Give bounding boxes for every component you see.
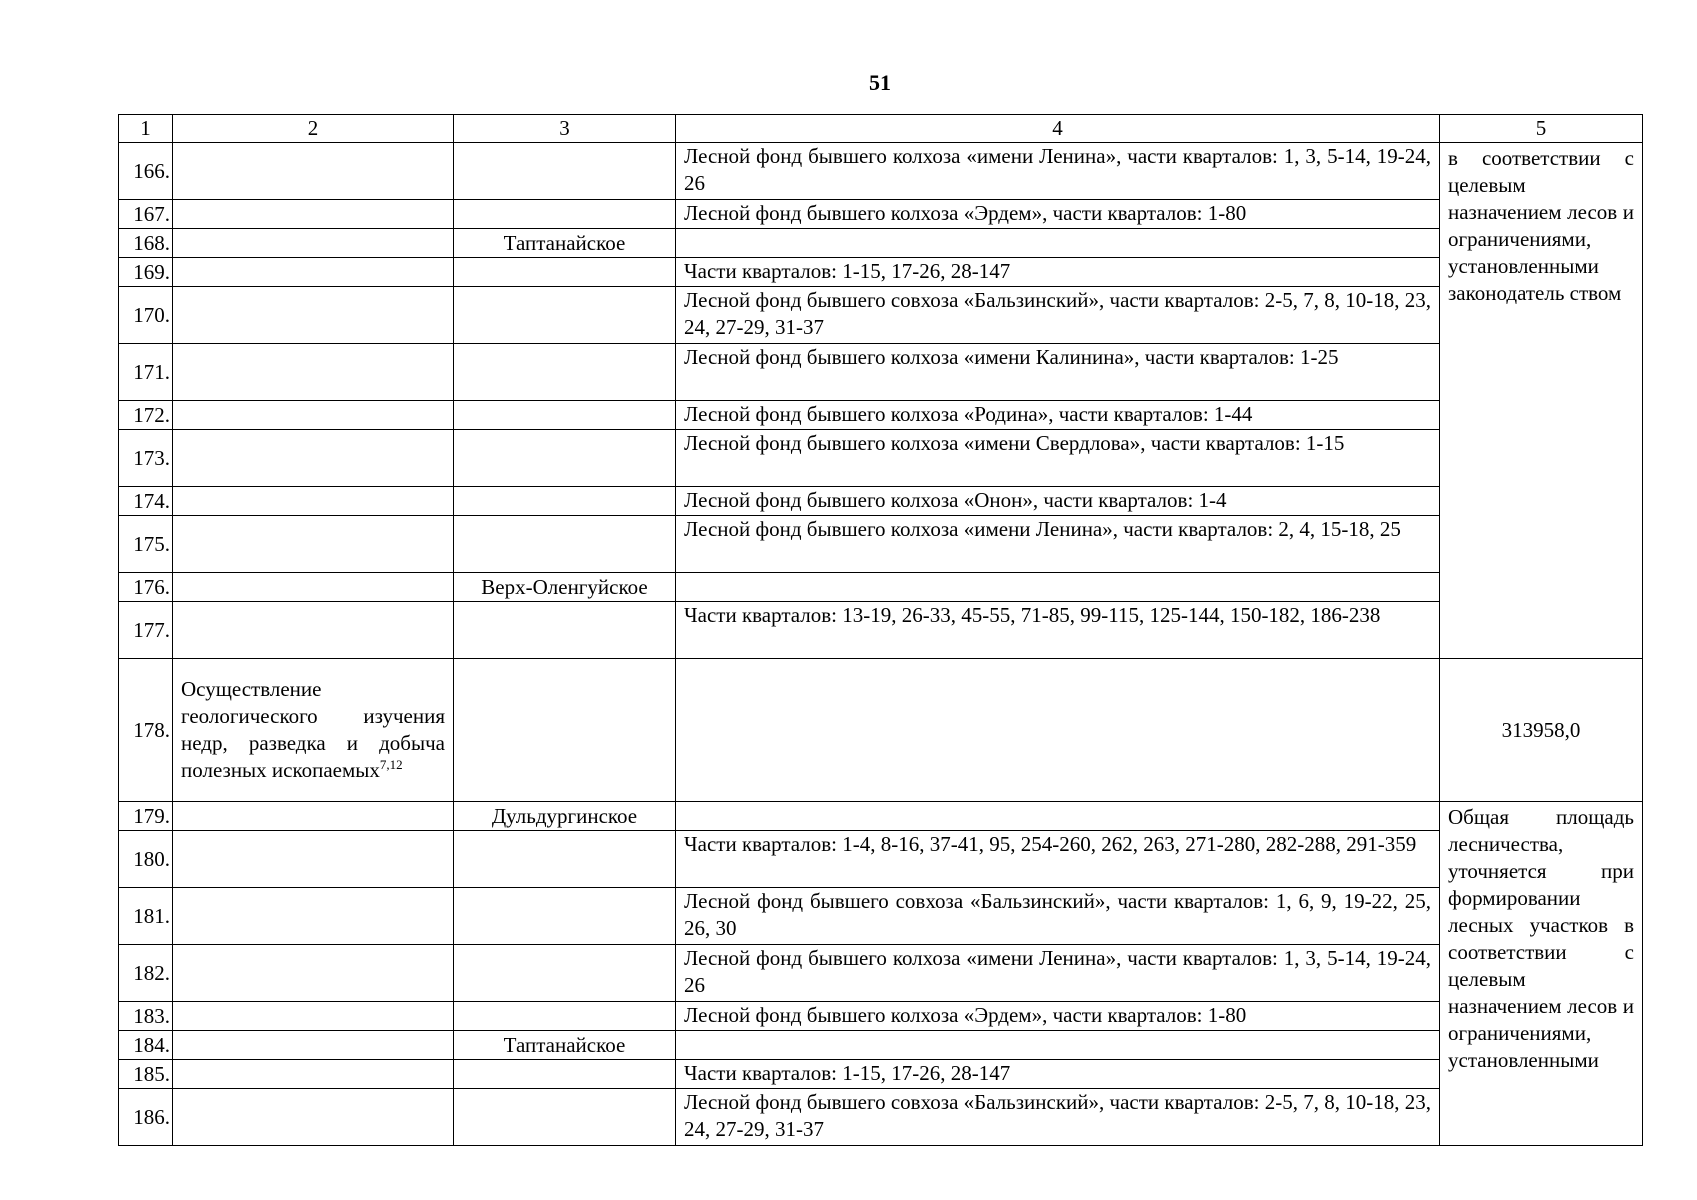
row-number: 174.	[119, 487, 173, 516]
row-number: 169.	[119, 258, 173, 287]
table-row	[119, 258, 1643, 287]
activity-cell	[173, 831, 454, 888]
header-cell-3: 3	[454, 115, 676, 143]
activity-cell	[173, 258, 454, 287]
activity-cell	[173, 1089, 454, 1146]
activity-cell	[173, 487, 454, 516]
quarters-cell	[676, 229, 1440, 258]
row-number: 184.	[119, 1031, 173, 1060]
table-row	[119, 487, 1643, 516]
row-number: 173.	[119, 430, 173, 487]
quarters-cell: Части кварталов: 1-15, 17-26, 28-147	[676, 258, 1440, 287]
activity-cell	[173, 1002, 454, 1031]
table-row	[119, 287, 1643, 344]
quarters-cell: Части кварталов: 1-4, 8-16, 37-41, 95, 254-260, 262, 263, 271-280, 282-288, 291-359	[676, 831, 1440, 888]
activity-cell	[173, 802, 454, 831]
row-number: 175.	[119, 516, 173, 573]
activity-cell	[173, 430, 454, 487]
district-forestry-cell	[454, 602, 676, 659]
table-row	[119, 1031, 1643, 1060]
activity-cell	[173, 945, 454, 1002]
activity-cell	[173, 229, 454, 258]
quarters-cell: Лесной фонд бывшего колхоза «Эрдем», части кварталов: 1-80	[676, 200, 1440, 229]
row-number: 167.	[119, 200, 173, 229]
district-forestry-cell	[454, 143, 676, 200]
district-forestry-cell: Таптанайское	[454, 229, 676, 258]
quarters-cell: Лесной фонд бывшего совхоза «Бальзинский», части кварталов: 2-5, 7, 8, 10-18, 23, 24, 27-29, 31-37	[676, 1089, 1440, 1146]
district-forestry-cell	[454, 401, 676, 430]
quarters-cell: Лесной фонд бывшего колхоза «имени Ленина», части кварталов: 1, 3, 5-14, 19-24, 26	[676, 143, 1440, 200]
activity-cell	[173, 573, 454, 602]
district-forestry-cell	[454, 287, 676, 344]
header-row	[119, 115, 1643, 143]
row-number: 170.	[119, 287, 173, 344]
quarters-cell: Лесной фонд бывшего колхоза «имени Калинина», части кварталов: 1-25	[676, 344, 1440, 401]
row-number: 183.	[119, 1002, 173, 1031]
quarters-cell: Лесной фонд бывшего колхоза «Родина», части кварталов: 1-44	[676, 401, 1440, 430]
row-number: 166.	[119, 143, 173, 200]
row-number: 178.	[119, 659, 173, 802]
table-row	[119, 344, 1643, 401]
table-row	[119, 229, 1643, 258]
quarters-cell: Лесной фонд бывшего колхоза «имени Ленина», части кварталов: 2, 4, 15-18, 25	[676, 516, 1440, 573]
row-number: 168.	[119, 229, 173, 258]
quarters-cell: Лесной фонд бывшего совхоза «Бальзинский», части кварталов: 2-5, 7, 8, 10-18, 23, 24, 27-29, 31-37	[676, 287, 1440, 344]
table-row	[119, 200, 1643, 229]
table-row	[119, 831, 1643, 888]
page-number: 51	[869, 70, 891, 95]
activity-cell	[173, 602, 454, 659]
district-forestry-cell	[454, 487, 676, 516]
row-number: 171.	[119, 344, 173, 401]
table-row	[119, 802, 1643, 831]
district-forestry-cell	[454, 945, 676, 1002]
activity-cell	[173, 344, 454, 401]
col5-purpose-text: в соответствии с целевым назначением лесов и ограничениями, установленными законодатель ством	[1440, 143, 1643, 659]
district-forestry-cell	[454, 344, 676, 401]
quarters-cell: Лесной фонд бывшего колхоза «имени Ленина», части кварталов: 1, 3, 5-14, 19-24, 26	[676, 945, 1440, 1002]
district-forestry-cell	[454, 1002, 676, 1031]
activity-cell	[173, 1060, 454, 1089]
table-row	[119, 602, 1643, 659]
col5-area-value: 313958,0	[1440, 659, 1643, 802]
row-number: 185.	[119, 1060, 173, 1089]
activity-cell	[173, 200, 454, 229]
row-number: 181.	[119, 888, 173, 945]
table-row	[119, 401, 1643, 430]
quarters-cell: Лесной фонд бывшего совхоза «Бальзинский», части кварталов: 1, 6, 9, 19-22, 25, 26, 30	[676, 888, 1440, 945]
district-forestry-cell	[454, 430, 676, 487]
header-cell-2: 2	[173, 115, 454, 143]
quarters-cell	[676, 1031, 1440, 1060]
table-row	[119, 1089, 1643, 1146]
district-forestry-cell	[454, 659, 676, 802]
quarters-cell: Лесной фонд бывшего колхоза «Эрдем», части кварталов: 1-80	[676, 1002, 1440, 1031]
activity-cell	[173, 888, 454, 945]
table-row	[119, 888, 1643, 945]
header-cell-1: 1	[119, 115, 173, 143]
activity-text: Осуществление геологического изучения недр, разведка и добыча полезных ископаемых	[181, 677, 445, 782]
header-cell-5: 5	[1440, 115, 1643, 143]
activity-cell	[173, 287, 454, 344]
table-row	[119, 143, 1643, 200]
quarters-cell: Лесной фонд бывшего колхоза «Онон», части кварталов: 1-4	[676, 487, 1440, 516]
row-number: 182.	[119, 945, 173, 1002]
row-number: 177.	[119, 602, 173, 659]
district-forestry-cell: Дульдургинское	[454, 802, 676, 831]
col5-area-note-text: Общая площадь лесничества, уточняется при формировании лесных участков в соответствии с целевым назначением лесов и ограничениями, установленными	[1440, 802, 1643, 1146]
activity-cell	[173, 401, 454, 430]
quarters-cell	[676, 802, 1440, 831]
quarters-cell: Части кварталов: 13-19, 26-33, 45-55, 71-85, 99-115, 125-144, 150-182, 186-238	[676, 602, 1440, 659]
district-forestry-cell	[454, 1089, 676, 1146]
table-row	[119, 945, 1643, 1002]
district-forestry-cell	[454, 831, 676, 888]
table-row	[119, 1060, 1643, 1089]
activity-cell	[173, 1031, 454, 1060]
forestry-table	[118, 114, 1643, 1146]
table-row	[119, 516, 1643, 573]
quarters-cell	[676, 573, 1440, 602]
district-forestry-cell	[454, 1060, 676, 1089]
row-number: 180.	[119, 831, 173, 888]
activity-cell	[173, 659, 454, 802]
quarters-cell: Части кварталов: 1-15, 17-26, 28-147	[676, 1060, 1440, 1089]
district-forestry-cell	[454, 200, 676, 229]
row-number: 186.	[119, 1089, 173, 1146]
activity-cell	[173, 143, 454, 200]
quarters-cell: Лесной фонд бывшего колхоза «имени Свердлова», части кварталов: 1-15	[676, 430, 1440, 487]
district-forestry-cell	[454, 888, 676, 945]
table-row	[119, 573, 1643, 602]
header-cell-4: 4	[676, 115, 1440, 143]
quarters-cell	[676, 659, 1440, 802]
footnote-ref: 7,12	[379, 757, 403, 772]
district-forestry-cell	[454, 516, 676, 573]
activity-cell	[173, 516, 454, 573]
row-number: 176.	[119, 573, 173, 602]
row-number: 172.	[119, 401, 173, 430]
district-forestry-cell	[454, 258, 676, 287]
table-row	[119, 430, 1643, 487]
district-forestry-cell: Верх-Оленгуйское	[454, 573, 676, 602]
district-forestry-cell: Таптанайское	[454, 1031, 676, 1060]
row-number: 179.	[119, 802, 173, 831]
table-row	[119, 659, 1643, 802]
table-row	[119, 1002, 1643, 1031]
